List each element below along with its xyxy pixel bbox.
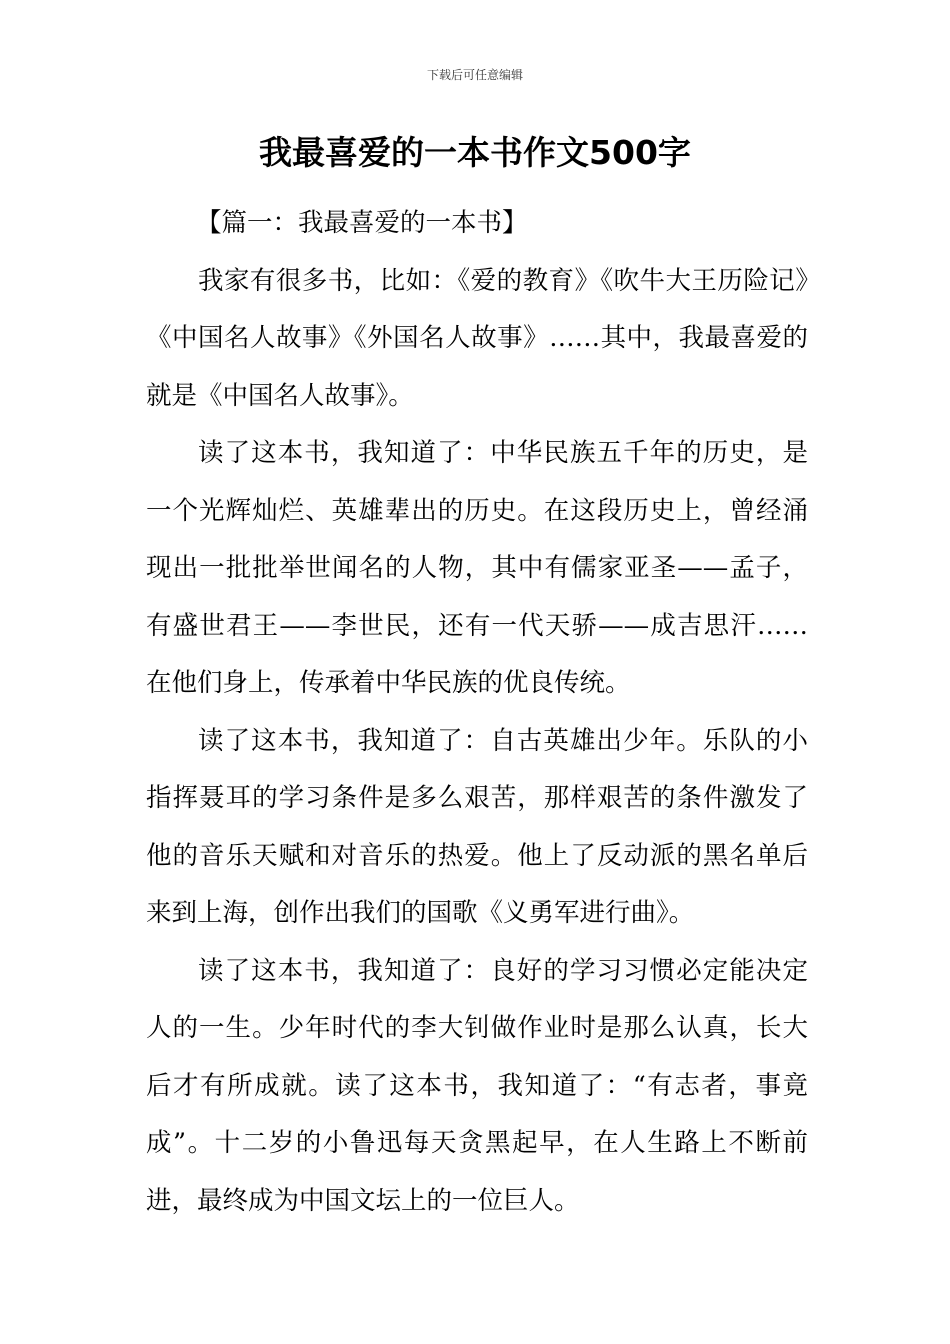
paragraph-3: 读了这本书，我知道了：自古英雄出少年。乐队的小指挥聂耳的学习条件是多么艰苦，那样艰苦的条件激发了他的音乐天赋和对音乐的热爱。他上了反动派的黑名单后来到上海，创作出我们的国歌《义勇军进行曲》。 — [146, 725, 808, 928]
document-title: 我最喜爱的一本书作文500字 — [259, 133, 691, 172]
paragraph-2: 读了这本书，我知道了：中华民族五千年的历史，是一个光辉灿烂、英雄辈出的历史。在这段历史上，曾经涌现出一批批举世闻名的人物，其中有儒家亚圣——孟子，有盛世君王——李世民，还有一代天骄——成吉思汗……在他们身上，传承着中华民族的优良传统。 — [146, 438, 808, 698]
document-body — [146, 195, 808, 1230]
section-heading: 【篇一：我最喜爱的一本书】 — [196, 208, 528, 238]
paragraph-4: 读了这本书，我知道了：良好的学习习惯必定能决定人的一生。少年时代的李大钊做作业时是那么认真，长大后才有所成就。读了这本书，我知道了：“有志者，事竟成”。十二岁的小鲁迅每天贪黑起早，在人生路上不断前进，最终成为中国文坛上的一位巨人。 — [146, 955, 808, 1216]
paragraph-1: 我家有很多书，比如：《爱的教育》《吹牛大王历险记》《中国名人故事》《外国名人故事》……其中，我最喜爱的就是《中国名人故事》。 — [146, 265, 808, 411]
download-note: 下载后可任意编辑 — [426, 68, 523, 82]
